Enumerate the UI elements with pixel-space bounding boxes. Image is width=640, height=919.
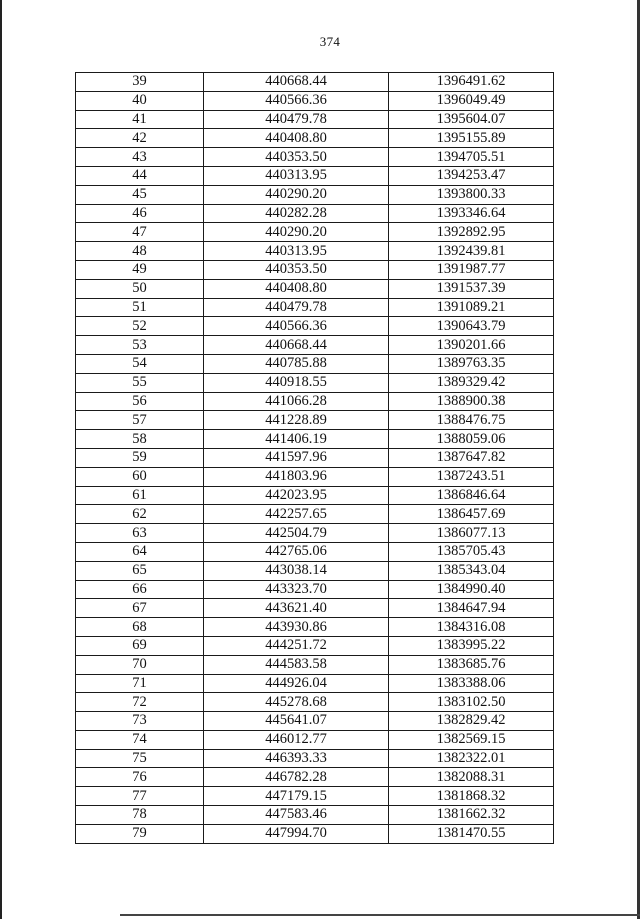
page-number: 374 bbox=[319, 34, 341, 49]
table-row bbox=[76, 580, 554, 599]
point-number-cell: 75 bbox=[76, 749, 204, 768]
x-coordinate-cell: 446012.77 bbox=[204, 730, 389, 749]
table-row bbox=[76, 298, 554, 317]
y-coordinate-cell: 1393800.33 bbox=[389, 185, 554, 204]
y-coordinate-cell: 1383102.50 bbox=[389, 693, 554, 712]
table-row bbox=[76, 806, 554, 825]
table-row bbox=[76, 636, 554, 655]
y-coordinate-cell: 1382569.15 bbox=[389, 730, 554, 749]
x-coordinate-cell: 440479.78 bbox=[204, 110, 389, 129]
point-number-cell: 49 bbox=[76, 260, 204, 279]
y-coordinate-cell: 1381470.55 bbox=[389, 824, 554, 843]
x-coordinate-cell: 440785.88 bbox=[204, 354, 389, 373]
table-row bbox=[76, 204, 554, 223]
point-number-cell: 52 bbox=[76, 317, 204, 336]
x-coordinate-cell: 440353.50 bbox=[204, 148, 389, 167]
x-coordinate-cell: 440566.36 bbox=[204, 91, 389, 110]
x-coordinate-cell: 446393.33 bbox=[204, 749, 389, 768]
y-coordinate-cell: 1381868.32 bbox=[389, 787, 554, 806]
x-coordinate-cell: 440290.20 bbox=[204, 185, 389, 204]
y-coordinate-cell: 1396491.62 bbox=[389, 73, 554, 92]
table-row bbox=[76, 561, 554, 580]
table-row bbox=[76, 185, 554, 204]
x-coordinate-cell: 440282.28 bbox=[204, 204, 389, 223]
x-coordinate-cell: 440313.95 bbox=[204, 242, 389, 261]
table-row bbox=[76, 354, 554, 373]
x-coordinate-cell: 444926.04 bbox=[204, 674, 389, 693]
x-coordinate-cell: 442257.65 bbox=[204, 505, 389, 524]
x-coordinate-cell: 444583.58 bbox=[204, 655, 389, 674]
page-edge-bottom bbox=[120, 914, 640, 916]
table-row bbox=[76, 260, 554, 279]
table-row bbox=[76, 448, 554, 467]
table-row bbox=[76, 166, 554, 185]
table-row bbox=[76, 148, 554, 167]
point-number-cell: 53 bbox=[76, 336, 204, 355]
x-coordinate-cell: 440668.44 bbox=[204, 73, 389, 92]
point-number-cell: 39 bbox=[76, 73, 204, 92]
table-row bbox=[76, 129, 554, 148]
point-number-cell: 55 bbox=[76, 373, 204, 392]
point-number-cell: 79 bbox=[76, 824, 204, 843]
x-coordinate-cell: 440408.80 bbox=[204, 129, 389, 148]
x-coordinate-cell: 442504.79 bbox=[204, 524, 389, 543]
table-row bbox=[76, 524, 554, 543]
y-coordinate-cell: 1385705.43 bbox=[389, 542, 554, 561]
y-coordinate-cell: 1389329.42 bbox=[389, 373, 554, 392]
x-coordinate-cell: 443038.14 bbox=[204, 561, 389, 580]
table-row bbox=[76, 411, 554, 430]
point-number-cell: 67 bbox=[76, 599, 204, 618]
page-edge-left bbox=[0, 0, 2, 919]
y-coordinate-cell: 1382322.01 bbox=[389, 749, 554, 768]
table-row bbox=[76, 768, 554, 787]
x-coordinate-cell: 445641.07 bbox=[204, 712, 389, 731]
y-coordinate-cell: 1393346.64 bbox=[389, 204, 554, 223]
point-number-cell: 43 bbox=[76, 148, 204, 167]
table-row bbox=[76, 392, 554, 411]
point-number-cell: 51 bbox=[76, 298, 204, 317]
table-row bbox=[76, 317, 554, 336]
y-coordinate-cell: 1382088.31 bbox=[389, 768, 554, 787]
table-row bbox=[76, 486, 554, 505]
y-coordinate-cell: 1388476.75 bbox=[389, 411, 554, 430]
x-coordinate-cell: 443621.40 bbox=[204, 599, 389, 618]
point-number-cell: 64 bbox=[76, 542, 204, 561]
table-row bbox=[76, 674, 554, 693]
table-row bbox=[76, 824, 554, 843]
point-number-cell: 62 bbox=[76, 505, 204, 524]
table-row bbox=[76, 655, 554, 674]
y-coordinate-cell: 1386077.13 bbox=[389, 524, 554, 543]
y-coordinate-cell: 1383995.22 bbox=[389, 636, 554, 655]
table-row bbox=[76, 373, 554, 392]
x-coordinate-cell: 442765.06 bbox=[204, 542, 389, 561]
x-coordinate-cell: 440408.80 bbox=[204, 279, 389, 298]
x-coordinate-cell: 444251.72 bbox=[204, 636, 389, 655]
table-row bbox=[76, 712, 554, 731]
point-number-cell: 69 bbox=[76, 636, 204, 655]
y-coordinate-cell: 1383685.76 bbox=[389, 655, 554, 674]
point-number-cell: 54 bbox=[76, 354, 204, 373]
x-coordinate-cell: 447583.46 bbox=[204, 806, 389, 825]
y-coordinate-cell: 1391987.77 bbox=[389, 260, 554, 279]
y-coordinate-cell: 1394705.51 bbox=[389, 148, 554, 167]
y-coordinate-cell: 1390643.79 bbox=[389, 317, 554, 336]
point-number-cell: 68 bbox=[76, 618, 204, 637]
y-coordinate-cell: 1389763.35 bbox=[389, 354, 554, 373]
y-coordinate-cell: 1396049.49 bbox=[389, 91, 554, 110]
table-row bbox=[76, 467, 554, 486]
x-coordinate-cell: 443930.86 bbox=[204, 618, 389, 637]
point-number-cell: 60 bbox=[76, 467, 204, 486]
point-number-cell: 73 bbox=[76, 712, 204, 731]
y-coordinate-cell: 1390201.66 bbox=[389, 336, 554, 355]
table-row bbox=[76, 336, 554, 355]
y-coordinate-cell: 1391089.21 bbox=[389, 298, 554, 317]
y-coordinate-cell: 1387647.82 bbox=[389, 448, 554, 467]
x-coordinate-cell: 440479.78 bbox=[204, 298, 389, 317]
x-coordinate-cell: 445278.68 bbox=[204, 693, 389, 712]
y-coordinate-cell: 1385343.04 bbox=[389, 561, 554, 580]
point-number-cell: 45 bbox=[76, 185, 204, 204]
table-row bbox=[76, 730, 554, 749]
point-number-cell: 63 bbox=[76, 524, 204, 543]
table-row bbox=[76, 693, 554, 712]
table-row bbox=[76, 110, 554, 129]
x-coordinate-cell: 440353.50 bbox=[204, 260, 389, 279]
point-number-cell: 58 bbox=[76, 430, 204, 449]
x-coordinate-cell: 440918.55 bbox=[204, 373, 389, 392]
y-coordinate-cell: 1395604.07 bbox=[389, 110, 554, 129]
coordinate-table-body bbox=[76, 73, 554, 844]
point-number-cell: 46 bbox=[76, 204, 204, 223]
x-coordinate-cell: 441803.96 bbox=[204, 467, 389, 486]
point-number-cell: 50 bbox=[76, 279, 204, 298]
x-coordinate-cell: 447994.70 bbox=[204, 824, 389, 843]
table-row bbox=[76, 73, 554, 92]
x-coordinate-cell: 441066.28 bbox=[204, 392, 389, 411]
table-row bbox=[76, 542, 554, 561]
x-coordinate-cell: 447179.15 bbox=[204, 787, 389, 806]
y-coordinate-cell: 1387243.51 bbox=[389, 467, 554, 486]
point-number-cell: 61 bbox=[76, 486, 204, 505]
point-number-cell: 40 bbox=[76, 91, 204, 110]
x-coordinate-cell: 440668.44 bbox=[204, 336, 389, 355]
point-number-cell: 48 bbox=[76, 242, 204, 261]
table-row bbox=[76, 505, 554, 524]
point-number-cell: 42 bbox=[76, 129, 204, 148]
point-number-cell: 78 bbox=[76, 806, 204, 825]
y-coordinate-cell: 1388900.38 bbox=[389, 392, 554, 411]
table-row bbox=[76, 430, 554, 449]
point-number-cell: 59 bbox=[76, 448, 204, 467]
y-coordinate-cell: 1394253.47 bbox=[389, 166, 554, 185]
point-number-cell: 57 bbox=[76, 411, 204, 430]
x-coordinate-cell: 441597.96 bbox=[204, 448, 389, 467]
table-row bbox=[76, 787, 554, 806]
point-number-cell: 71 bbox=[76, 674, 204, 693]
point-number-cell: 70 bbox=[76, 655, 204, 674]
y-coordinate-cell: 1391537.39 bbox=[389, 279, 554, 298]
y-coordinate-cell: 1383388.06 bbox=[389, 674, 554, 693]
point-number-cell: 65 bbox=[76, 561, 204, 580]
x-coordinate-cell: 440290.20 bbox=[204, 223, 389, 242]
table-row bbox=[76, 599, 554, 618]
point-number-cell: 76 bbox=[76, 768, 204, 787]
table-row bbox=[76, 91, 554, 110]
y-coordinate-cell: 1388059.06 bbox=[389, 430, 554, 449]
y-coordinate-cell: 1384316.08 bbox=[389, 618, 554, 637]
point-number-cell: 56 bbox=[76, 392, 204, 411]
point-number-cell: 44 bbox=[76, 166, 204, 185]
point-number-cell: 41 bbox=[76, 110, 204, 129]
table-row bbox=[76, 279, 554, 298]
point-number-cell: 77 bbox=[76, 787, 204, 806]
point-number-cell: 72 bbox=[76, 693, 204, 712]
x-coordinate-cell: 440313.95 bbox=[204, 166, 389, 185]
x-coordinate-cell: 443323.70 bbox=[204, 580, 389, 599]
y-coordinate-cell: 1384647.94 bbox=[389, 599, 554, 618]
table-row bbox=[76, 223, 554, 242]
coordinate-table bbox=[75, 72, 554, 844]
point-number-cell: 74 bbox=[76, 730, 204, 749]
y-coordinate-cell: 1392439.81 bbox=[389, 242, 554, 261]
y-coordinate-cell: 1386457.69 bbox=[389, 505, 554, 524]
y-coordinate-cell: 1381662.32 bbox=[389, 806, 554, 825]
x-coordinate-cell: 441406.19 bbox=[204, 430, 389, 449]
table-row bbox=[76, 618, 554, 637]
y-coordinate-cell: 1395155.89 bbox=[389, 129, 554, 148]
y-coordinate-cell: 1384990.40 bbox=[389, 580, 554, 599]
x-coordinate-cell: 440566.36 bbox=[204, 317, 389, 336]
table-row bbox=[76, 749, 554, 768]
y-coordinate-cell: 1386846.64 bbox=[389, 486, 554, 505]
point-number-cell: 66 bbox=[76, 580, 204, 599]
y-coordinate-cell: 1382829.42 bbox=[389, 712, 554, 731]
x-coordinate-cell: 446782.28 bbox=[204, 768, 389, 787]
x-coordinate-cell: 441228.89 bbox=[204, 411, 389, 430]
y-coordinate-cell: 1392892.95 bbox=[389, 223, 554, 242]
point-number-cell: 47 bbox=[76, 223, 204, 242]
x-coordinate-cell: 442023.95 bbox=[204, 486, 389, 505]
table-row bbox=[76, 242, 554, 261]
